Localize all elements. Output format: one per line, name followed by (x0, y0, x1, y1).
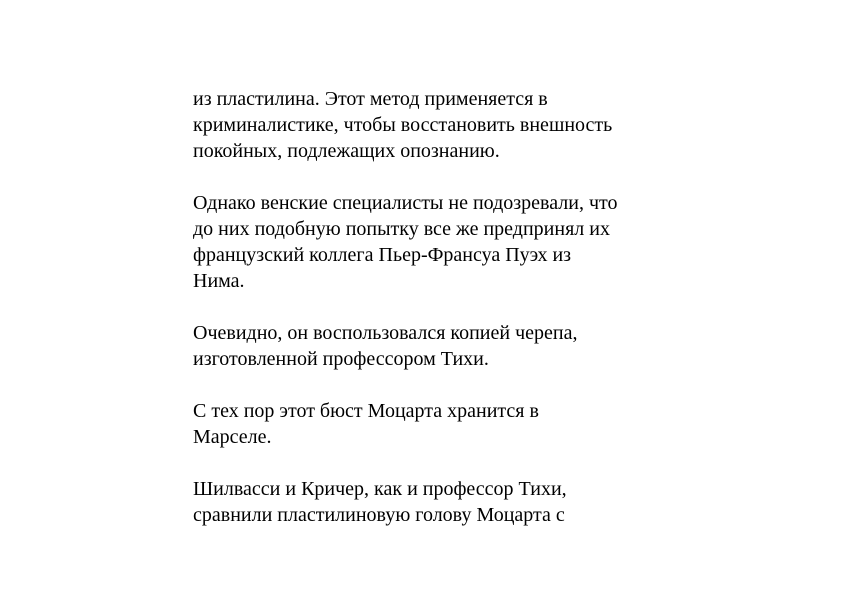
body-text (193, 86, 713, 554)
text-line: изготовленной профессором Тихи. (193, 348, 489, 370)
text-line: Шилвасси и Кричер, как и профессор Тихи, (193, 478, 567, 500)
text-line: сравнили пластилиновую голову Моцарта с (193, 504, 565, 526)
paragraph-2 (193, 190, 713, 294)
text-line: Нима. (193, 270, 245, 292)
text-line: французский коллега Пьер-Франсуа Пуэх из (193, 244, 572, 266)
text-line: Марселе. (193, 426, 272, 448)
text-line: Однако венские специалисты не подозревали, что (193, 192, 618, 214)
text-line: Очевидно, он воспользовался копией черепа, (193, 322, 578, 344)
paragraph-5 (193, 476, 713, 528)
paragraph-3 (193, 320, 713, 372)
paragraph-1 (193, 86, 713, 164)
text-line: до них подобную попытку все же предпринял их (193, 218, 610, 240)
text-line: из пластилина. Этот метод применяется в (193, 88, 548, 110)
text-line: криминалистике, чтобы восстановить внешность (193, 114, 613, 136)
text-line: покойных, подлежащих опознанию. (193, 140, 500, 162)
paragraph-4 (193, 398, 713, 450)
text-line: С тех пор этот бюст Моцарта хранится в (193, 400, 539, 422)
